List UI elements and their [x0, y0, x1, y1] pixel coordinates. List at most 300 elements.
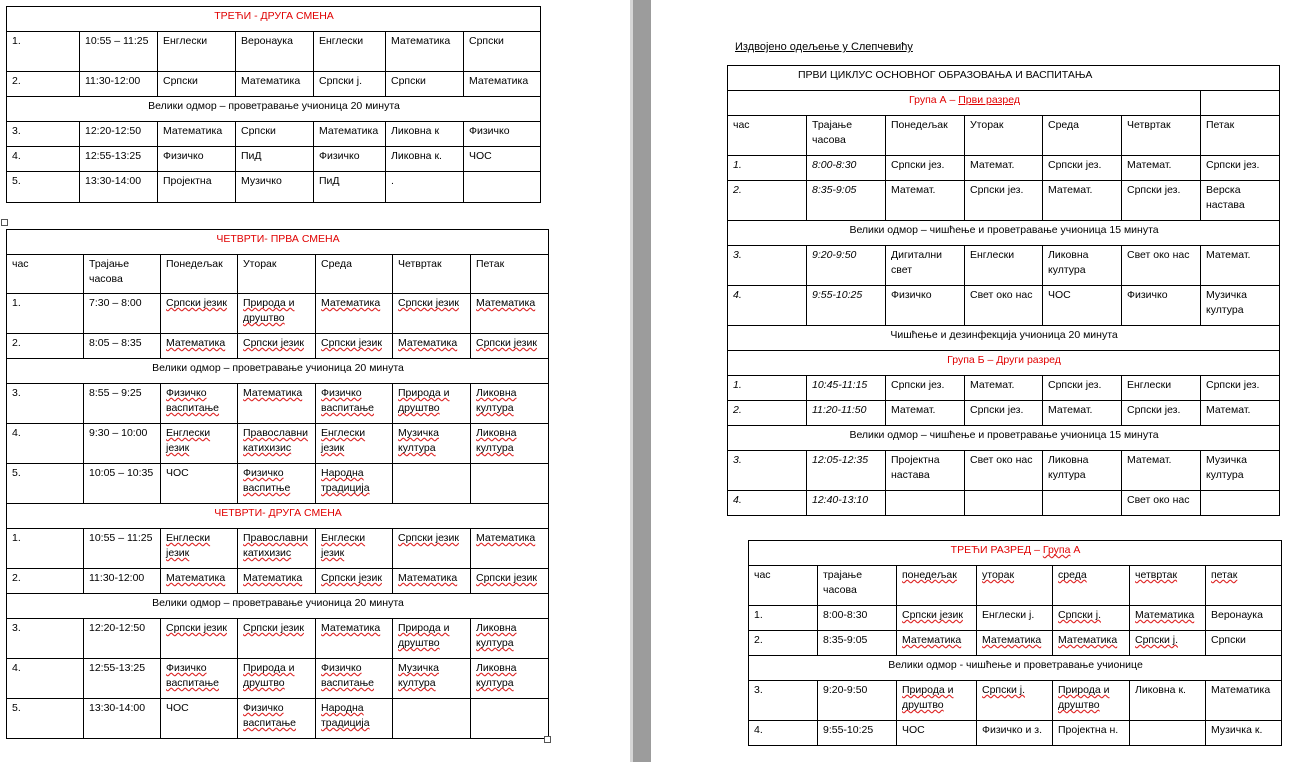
subject-cell: [471, 699, 549, 739]
subject-cell: [1201, 181, 1280, 221]
subject-cell: [965, 376, 1043, 401]
cell-text: 4.: [12, 662, 21, 674]
cell-text: 1.: [754, 609, 763, 621]
period-cell: [728, 286, 807, 326]
cell-text: Енглески: [319, 35, 364, 47]
time-cell: [80, 172, 158, 203]
cell-text: Петак: [476, 258, 505, 270]
cell-text: трајање часова: [823, 569, 863, 596]
subject-cell: [965, 401, 1043, 426]
cell-text: Математ.: [1048, 404, 1093, 416]
t1-table: [6, 6, 541, 203]
cell-text: Српски језик: [243, 337, 304, 349]
time-cell: [84, 294, 161, 334]
cell-text: Српски језик: [902, 609, 963, 621]
subject-cell: [1043, 156, 1122, 181]
cell-text: 2.: [754, 634, 763, 646]
cell-text: Математика: [982, 634, 1042, 646]
cell-text: Српски јез.: [1206, 159, 1260, 171]
cell-text: Природа и друштво: [398, 387, 450, 414]
cell-text: 12:40-13:10: [812, 494, 869, 506]
subject-cell: [886, 156, 965, 181]
period-cell: [7, 529, 84, 569]
table-title: ЧЕТВРТИ- ПРВА СМЕНА: [7, 230, 549, 255]
subject-cell: [238, 384, 316, 424]
cell-text: 10:05 – 10:35: [89, 467, 154, 479]
cell-text: Физичко: [891, 289, 932, 301]
cell-text: Природа и друштво: [1058, 684, 1110, 711]
cell-text: Православни катихизис: [243, 427, 308, 454]
table-row: [7, 619, 549, 659]
subject-cell: [1053, 631, 1130, 656]
subject-cell: [238, 424, 316, 464]
cell-text: 3.: [733, 454, 742, 466]
time-cell: [80, 122, 158, 147]
cell-text: час: [12, 258, 29, 270]
cell-text: 9:55-10:25: [812, 289, 863, 301]
table-row: [728, 401, 1280, 426]
break-row: Велики одмор - чишћење и проветравање учионице: [749, 656, 1282, 681]
cell-text: Српски јез.: [970, 184, 1024, 196]
cell-text: 3.: [733, 249, 742, 261]
cell-text: Математ.: [891, 184, 936, 196]
time-cell: [818, 606, 897, 631]
cell-text: 1.: [12, 297, 21, 309]
cell-text: Српски: [469, 35, 504, 47]
subject-cell: [316, 569, 393, 594]
subject-cell: [393, 659, 471, 699]
cell-text: Ликовна к.: [391, 150, 442, 162]
grade-name: Први разред: [958, 94, 1020, 106]
cell-text: Ликовна култура: [1048, 454, 1089, 481]
subject-cell: [161, 334, 238, 359]
subject-cell: [316, 334, 393, 359]
subject-cell: [1201, 246, 1280, 286]
cell-text: Свет око нас: [970, 454, 1033, 466]
banner-row: [728, 326, 1280, 351]
subject-cell: [314, 147, 386, 172]
time-cell: [84, 464, 161, 504]
subject-cell: [886, 376, 965, 401]
cell-text: Српски јез.: [1048, 159, 1102, 171]
cell-text: Математика: [902, 634, 962, 646]
cell-text: Народна традиција: [321, 702, 370, 729]
time-cell: [84, 255, 161, 294]
cell-text: ЧОС: [469, 150, 492, 162]
banner-row: [7, 594, 549, 619]
cell-text: Ликовна култура: [1048, 249, 1089, 276]
subject-cell: [393, 569, 471, 594]
subject-cell: [1122, 286, 1201, 326]
cell-text: Веронаука: [1211, 609, 1263, 621]
time-cell: [807, 156, 886, 181]
subject-cell: [393, 699, 471, 739]
subject-cell: [897, 681, 977, 721]
cell-text: среда: [1058, 569, 1087, 581]
cell-text: Математика: [163, 125, 223, 137]
cell-text: Математика: [391, 35, 451, 47]
subject-cell: [393, 255, 471, 294]
cell-text: ЧОС: [1048, 289, 1071, 301]
time-cell: [807, 116, 886, 156]
cell-text: Енглески: [970, 249, 1015, 261]
cell-text: 8:35-9:05: [812, 184, 857, 196]
table-row: [7, 569, 549, 594]
subject-cell: [1122, 451, 1201, 491]
period-cell: [749, 681, 818, 721]
subject-cell: [386, 32, 464, 72]
cell-text: Српски j.: [982, 684, 1025, 696]
cell-text: 8:00-8:30: [812, 159, 857, 171]
cell-text: 9:55-10:25: [823, 724, 874, 736]
time-cell: [807, 401, 886, 426]
cell-text: 12:20-12:50: [85, 125, 142, 137]
period-cell: [7, 255, 84, 294]
cell-text: Православни катихизис: [243, 532, 308, 559]
subject-cell: [471, 659, 549, 699]
time-cell: [84, 384, 161, 424]
subject-cell: [965, 116, 1043, 156]
cell-text: 7:30 – 8:00: [89, 297, 142, 309]
subject-cell: [965, 246, 1043, 286]
cell-text: Физичко васпитање: [166, 662, 220, 689]
subject-cell: [316, 384, 393, 424]
subject-cell: [965, 286, 1043, 326]
subject-cell: [161, 424, 238, 464]
period-cell: [728, 116, 807, 156]
subject-cell: [1201, 401, 1280, 426]
subject-cell: [1053, 681, 1130, 721]
table-row: [7, 424, 549, 464]
subject-cell: [1122, 156, 1201, 181]
cell-text: Српски јез.: [891, 159, 945, 171]
cell-text: 3.: [754, 684, 763, 696]
subject-cell: [471, 529, 549, 569]
period-cell: [749, 721, 818, 746]
cell-text: Математика: [166, 572, 226, 584]
period-cell: [7, 172, 80, 203]
cell-text: Енглески: [163, 35, 208, 47]
period-cell: [749, 631, 818, 656]
subject-cell: [314, 72, 386, 97]
cell-text: Уторак: [970, 119, 1004, 131]
cell-text: 3.: [12, 125, 21, 137]
table-row: [728, 286, 1280, 326]
subject-cell: [1122, 181, 1201, 221]
t3-table: [727, 65, 1280, 516]
cell-text: Математика: [243, 387, 303, 399]
empty-cell: [1201, 91, 1280, 116]
time-cell: [80, 32, 158, 72]
subject-cell: [161, 464, 238, 504]
cell-text: 4.: [754, 724, 763, 736]
cell-text: 13:30-14:00: [85, 175, 142, 187]
period-cell: [7, 424, 84, 464]
period-cell: [7, 464, 84, 504]
cell-text: Ликовна к: [391, 125, 440, 137]
subject-cell: [386, 147, 464, 172]
banner-row: [7, 359, 549, 384]
subject-cell: [471, 464, 549, 504]
period-cell: [7, 699, 84, 739]
cell-text: 5.: [12, 702, 21, 714]
subject-cell: [1201, 116, 1280, 156]
cell-text: Математ.: [970, 379, 1015, 391]
cell-text: Српски: [241, 125, 276, 137]
time-cell: [807, 376, 886, 401]
cell-text: Математ.: [891, 404, 936, 416]
subject-cell: [314, 172, 386, 203]
period-cell: [7, 72, 80, 97]
table-row: [749, 721, 1282, 746]
subject-cell: [158, 122, 236, 147]
cell-text: Математика: [243, 572, 303, 584]
cell-text: Ликовна култура: [476, 622, 517, 649]
cell-text: Пројектна настава: [891, 454, 940, 481]
cell-text: Српски j.: [1058, 609, 1101, 621]
group-letter: А: [1070, 544, 1081, 556]
period-cell: [728, 451, 807, 491]
table-row: [7, 294, 549, 334]
subject-cell: [886, 401, 965, 426]
time-cell: [84, 569, 161, 594]
cell-text: 8:05 – 8:35: [89, 337, 142, 349]
period-cell: [728, 156, 807, 181]
break-row: Велики одмор – чишћење и проветравање учионица 15 минута: [728, 426, 1280, 451]
cell-text: Српски: [1211, 634, 1246, 646]
banner-row: [728, 91, 1280, 116]
subject-cell: [471, 294, 549, 334]
cell-text: Музичка култура: [398, 427, 439, 454]
time-cell: [807, 286, 886, 326]
cell-text: 8:00-8:30: [823, 609, 868, 621]
cell-text: Енглески: [1127, 379, 1172, 391]
time-cell: [84, 699, 161, 739]
cell-text: .: [391, 175, 394, 187]
time-cell: [84, 424, 161, 464]
cell-text: 10:55 – 11:25: [85, 35, 149, 47]
group-b-title: Група Б – Други разред: [728, 351, 1280, 376]
cell-text: Математика: [321, 622, 381, 634]
subject-cell: [238, 569, 316, 594]
period-cell: [7, 334, 84, 359]
table-subtitle: ЧЕТВРТИ- ДРУГА СМЕНА: [7, 504, 549, 529]
subject-cell: [1122, 376, 1201, 401]
cell-text: Свет око нас: [1127, 494, 1190, 506]
period-cell: [749, 606, 818, 631]
subject-cell: [1053, 606, 1130, 631]
subject-cell: [1130, 566, 1206, 606]
title-text: ТРЕЋИ РАЗРЕД –: [950, 544, 1043, 556]
cell-text: Физичко: [1127, 289, 1168, 301]
subject-cell: [977, 721, 1053, 746]
cell-text: Математика: [166, 337, 226, 349]
cell-text: Српски језик: [398, 532, 459, 544]
cell-text: Енглески језик: [321, 427, 366, 454]
cell-text: 4.: [12, 427, 21, 439]
cell-text: Физичко васпитање: [166, 387, 220, 414]
cell-text: 11:30-12:00: [85, 75, 141, 87]
cell-text: Физичко васпитање: [243, 702, 297, 729]
cell-text: Математ.: [1206, 404, 1251, 416]
subject-cell: [393, 294, 471, 334]
subject-cell: [464, 172, 541, 203]
cleaning-row: Чишћење и дезинфекција учионица 20 минута: [728, 326, 1280, 351]
cell-text: Понедељак: [166, 258, 223, 270]
cell-text: 5.: [12, 467, 21, 479]
banner-row: [7, 504, 549, 529]
subject-cell: [1201, 451, 1280, 491]
cell-text: 8:55 – 9:25: [89, 387, 142, 399]
subject-cell: [316, 424, 393, 464]
cell-text: Математика: [1211, 684, 1271, 696]
subject-cell: [977, 606, 1053, 631]
subject-cell: [238, 255, 316, 294]
time-cell: [84, 619, 161, 659]
cell-text: Физичко васпитање: [321, 662, 375, 689]
cell-text: Српски језик: [166, 297, 227, 309]
cell-text: Енглески језик: [321, 532, 366, 559]
time-cell: [80, 147, 158, 172]
cell-text: 4.: [733, 494, 742, 506]
period-cell: [728, 376, 807, 401]
subject-cell: [886, 181, 965, 221]
subject-cell: [886, 286, 965, 326]
cell-text: 3.: [12, 387, 21, 399]
subject-cell: [977, 681, 1053, 721]
cell-text: Српски: [391, 75, 426, 87]
table-row: [7, 699, 549, 739]
cell-text: 4.: [733, 289, 742, 301]
cell-text: Понедељак: [891, 119, 948, 131]
table-title: [749, 541, 1282, 566]
table-row: [7, 384, 549, 424]
subject-cell: [238, 699, 316, 739]
banner-row: [749, 541, 1282, 566]
cell-text: час: [754, 569, 771, 581]
cell-text: Ликовна култура: [476, 387, 517, 414]
cell-text: 3.: [12, 622, 21, 634]
cell-text: Математика: [476, 532, 536, 544]
subject-cell: [1122, 401, 1201, 426]
banner-row: [728, 66, 1280, 91]
subject-cell: [464, 72, 541, 97]
time-cell: [807, 246, 886, 286]
cell-text: Српски језик: [476, 572, 537, 584]
banner-row: [728, 351, 1280, 376]
time-cell: [84, 529, 161, 569]
subject-cell: [316, 294, 393, 334]
table-title: ТРЕЋИ - ДРУГА СМЕНА: [7, 7, 541, 32]
cell-text: 12:05-12:35: [812, 454, 869, 466]
table-row: [728, 246, 1280, 286]
cell-text: Математика: [398, 337, 458, 349]
time-cell: [807, 181, 886, 221]
subject-cell: [471, 424, 549, 464]
subject-cell: [464, 147, 541, 172]
table-row: [728, 451, 1280, 491]
subject-cell: [238, 334, 316, 359]
cell-text: 13:30-14:00: [89, 702, 146, 714]
subject-cell: [161, 569, 238, 594]
cell-text: 9:30 – 10:00: [89, 427, 148, 439]
cell-text: 10:45-11:15: [812, 379, 868, 391]
period-cell: [728, 491, 807, 516]
cell-text: 2.: [12, 75, 21, 87]
period-cell: [7, 619, 84, 659]
table-move-handle[interactable]: [1, 219, 8, 226]
subject-cell: [886, 246, 965, 286]
subject-cell: [1206, 721, 1282, 746]
cell-text: 2.: [12, 337, 21, 349]
subject-cell: [471, 255, 549, 294]
cell-text: Верска настава: [1206, 184, 1245, 211]
subject-cell: [1043, 376, 1122, 401]
table-row: [728, 491, 1280, 516]
cell-text: 1.: [733, 379, 742, 391]
cell-text: Трајање часова: [89, 258, 130, 285]
table-row: [7, 147, 541, 172]
subject-cell: [236, 172, 314, 203]
cell-text: Српски језик: [321, 572, 382, 584]
cell-text: Српски j.: [1135, 634, 1178, 646]
subject-cell: [464, 32, 541, 72]
table-row: [728, 156, 1280, 181]
subject-cell: [471, 569, 549, 594]
cell-text: Пројектна н.: [1058, 724, 1119, 736]
cell-text: Српски јез.: [891, 379, 945, 391]
cell-text: 12:20-12:50: [89, 622, 146, 634]
cell-text: Среда: [1048, 119, 1079, 131]
subject-cell: [1043, 246, 1122, 286]
cell-text: ЧОС: [166, 467, 189, 479]
subject-cell: [238, 294, 316, 334]
school-branch-caption: Издвојено одељење у Слепчевићу: [735, 41, 913, 53]
subject-cell: [464, 122, 541, 147]
subject-cell: [1201, 376, 1280, 401]
subject-cell: [314, 32, 386, 72]
subject-cell: [236, 32, 314, 72]
cell-text: Математика: [321, 297, 381, 309]
table-resize-handle[interactable]: [544, 736, 551, 743]
subject-cell: [1201, 286, 1280, 326]
cell-text: Српски j.: [319, 75, 362, 87]
subject-cell: [1206, 606, 1282, 631]
break-row: Велики одмор – проветравање учионица 20 минута: [7, 594, 549, 619]
period-cell: [7, 659, 84, 699]
cell-text: Српски језик: [243, 622, 304, 634]
break-row: Велики одмор – проветравање учионица 20 минута: [7, 97, 541, 122]
cell-text: Природа и друштво: [243, 297, 295, 324]
table-row: [7, 172, 541, 203]
table-row: [7, 464, 549, 504]
cell-text: Физичко васпитње: [243, 467, 291, 494]
cell-text: 9:20-9:50: [823, 684, 868, 696]
subject-cell: [158, 32, 236, 72]
subject-cell: [161, 619, 238, 659]
cell-text: Српски језик: [166, 622, 227, 634]
break-row: Велики одмор – чишћење и проветравање учионица 15 минута: [728, 221, 1280, 246]
period-cell: [7, 384, 84, 424]
subject-cell: [897, 631, 977, 656]
banner-row: [728, 221, 1280, 246]
break-row: Велики одмор – проветравање учионица 20 минута: [7, 359, 549, 384]
cell-text: Српски јез.: [1127, 404, 1181, 416]
subject-cell: [965, 451, 1043, 491]
period-cell: [7, 569, 84, 594]
cell-text: Четвртак: [1127, 119, 1171, 131]
subject-cell: [161, 384, 238, 424]
